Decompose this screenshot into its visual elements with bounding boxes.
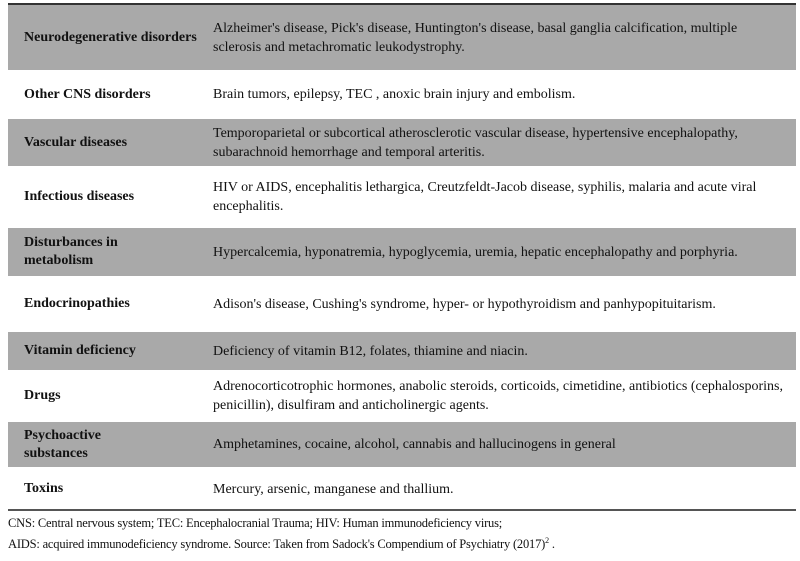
category-cell: Psychoactive substances (24, 427, 101, 461)
category-cell: Endocrinopathies (24, 296, 130, 311)
category-cell: Other CNS disorders (24, 86, 151, 102)
category-cell: Toxins (24, 481, 64, 496)
causes-cell: HIV or AIDS, encephalitis lethargica, Creutzfeldt-Jacob disease, syphilis, malaria and acute viral encephalitis. (213, 180, 757, 214)
table-row (8, 5, 796, 72)
footnote-line-1: CNS: Central nervous system; TEC: Encephalocranial Trauma; HIV: Human immunodeficiency virus; (8, 516, 503, 530)
causes-cell: Deficiency of vitamin B12, folates, thiamine and niacin. (213, 343, 528, 359)
table-row (8, 372, 796, 422)
causes-cell: Alzheimer's disease, Pick's disease, Huntington's disease, basal ganglia calcification, multiple sclerosis and metachromatic leukodystrophy. (213, 20, 738, 55)
category-cell: Drugs (24, 388, 61, 403)
category-cell: Infectious diseases (24, 189, 135, 204)
table-row (8, 119, 796, 168)
category-cell: Disturbances in metabolism (24, 235, 118, 268)
table-row (8, 332, 796, 372)
category-cell: Vascular diseases (24, 134, 128, 150)
table-row (8, 168, 796, 228)
category-cell: Vitamin deficiency (24, 343, 136, 358)
reference-number: 2 (545, 536, 549, 545)
causes-cell: Amphetamines, cocaine, alcohol, cannabis and hallucinogens in general (213, 437, 616, 452)
causes-cell: Hypercalcemia, hyponatremia, hypoglycemia, uremia, hepatic encephalopathy and porphyria. (213, 244, 738, 260)
table-footnote (8, 514, 555, 553)
causes-cell: Brain tumors, epilepsy, TEC , anoxic brain injury and embolism. (213, 87, 576, 102)
table-row (8, 278, 796, 332)
category-cell: Neurodegenerative disorders (24, 29, 197, 45)
causes-cell: Temporoparietal or subcortical atherosclerotic vascular disease, hypertensive encephalopathy, subarachnoid hemorrhage and temporal arteritis. (213, 125, 738, 160)
causes-table (8, 3, 796, 511)
causes-cell: Adrenocorticotrophic hormones, anabolic steroids, corticoids, cimetidine, antibiotics (cephalosporins, penicillin), disulfiram and anticholinergic agents. (213, 379, 783, 413)
table-row (8, 469, 796, 509)
causes-cell: Mercury, arsenic, manganese and thallium. (213, 481, 454, 497)
causes-cell: Adison's disease, Cushing's syndrome, hyper- or hypothyroidism and panhypopituitarism. (213, 296, 716, 312)
table-row (8, 228, 796, 278)
footnote-end: . (548, 537, 555, 552)
table-row (8, 422, 796, 469)
table-row (8, 72, 796, 119)
footnote-source: AIDS: acquired immunodeficiency syndrome. Source: Taken from Sadock's Compendium of Psychiatry (2017) (8, 537, 546, 552)
footnote-line-2 (8, 532, 555, 553)
